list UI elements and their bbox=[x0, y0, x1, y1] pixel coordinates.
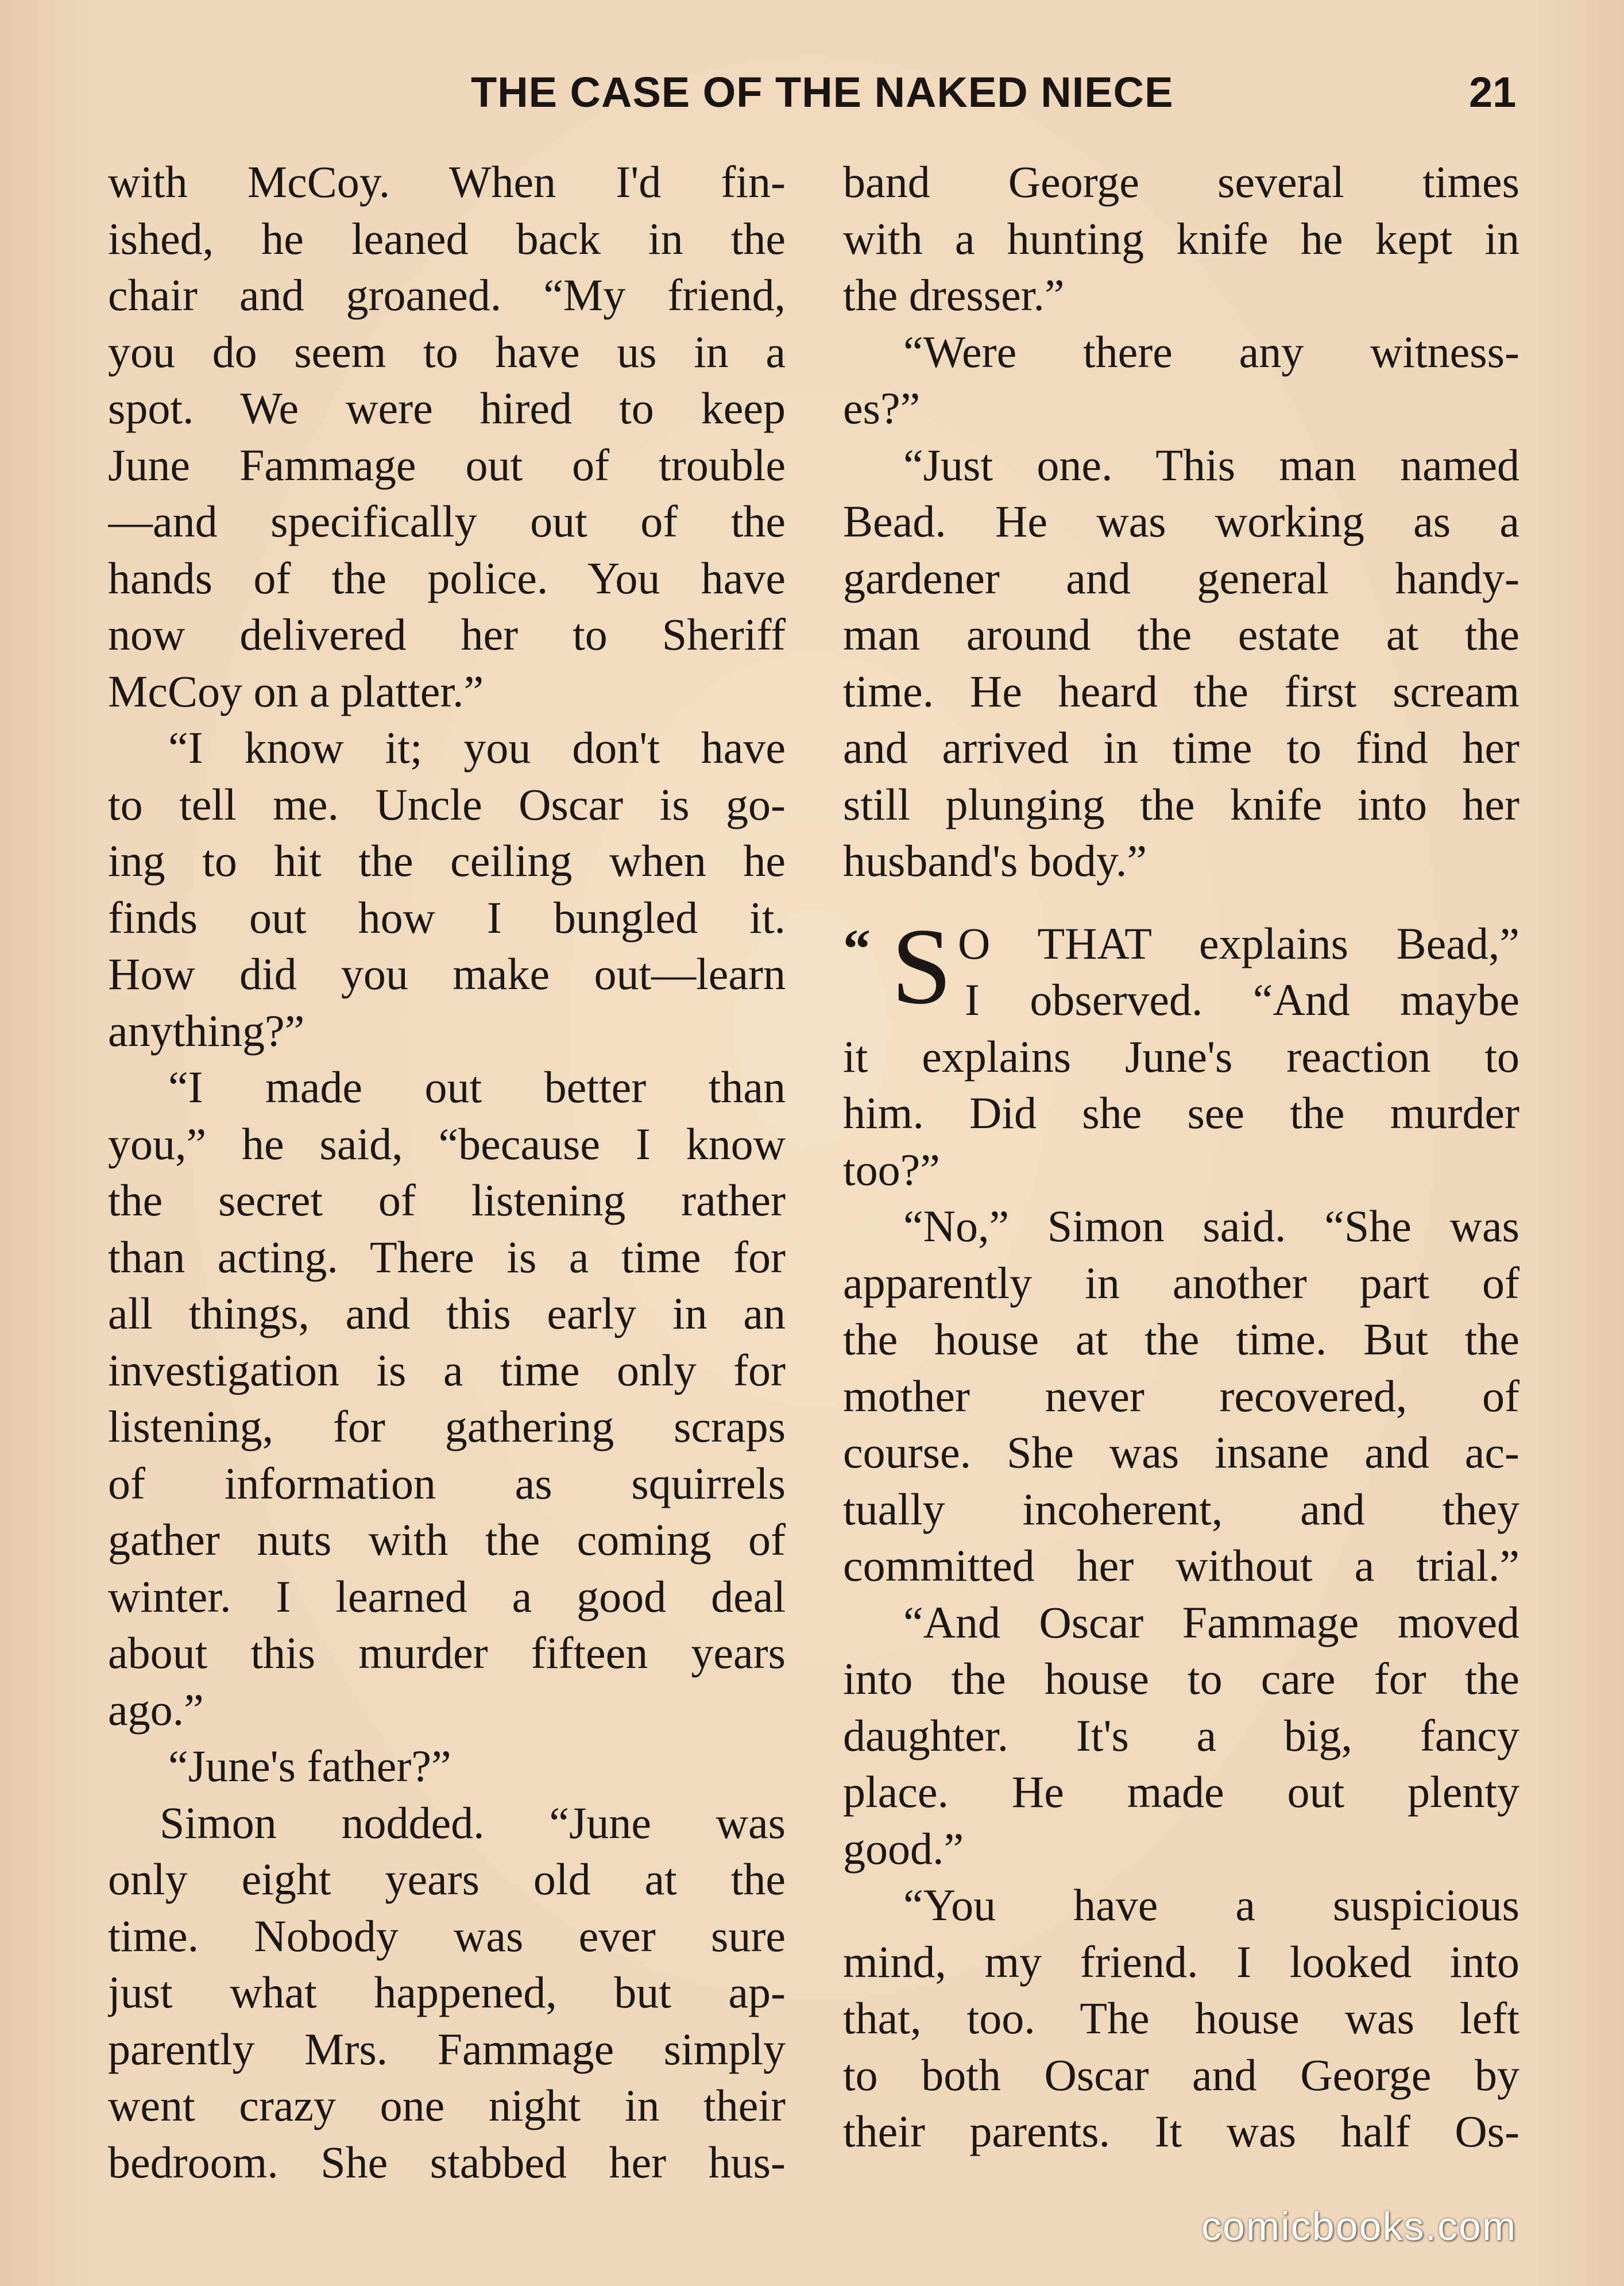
text-line: “I made out better than bbox=[168, 1062, 786, 1112]
text-line: now delivered her to Sheriff bbox=[108, 609, 786, 659]
text-line: chair and groaned. “My friend, bbox=[108, 270, 786, 320]
text-line: winter. I learned a good deal bbox=[108, 1571, 786, 1621]
text-line: their parents. It was half Os- bbox=[843, 2106, 1519, 2156]
text-line: “Were there any witness- bbox=[903, 326, 1519, 377]
text-line: finds out how I bungled it. bbox=[108, 892, 786, 943]
text-line: “I know it; you don't have bbox=[168, 723, 786, 773]
text-line: ago.” bbox=[108, 1684, 204, 1735]
text-line: gather nuts with the coming of bbox=[108, 1515, 786, 1565]
text-line: with a hunting knife he kept in bbox=[843, 213, 1519, 264]
text-line: just what happened, but ap- bbox=[108, 1967, 786, 2017]
text-line: spot. We were hired to keep bbox=[108, 383, 786, 433]
text-line: course. She was insane and ac- bbox=[843, 1427, 1519, 1477]
text-line: you do seem to have us in a bbox=[108, 326, 786, 377]
text-line: than acting. There is a time for bbox=[108, 1231, 786, 1282]
running-head: THE CASE OF THE NAKED NIECE bbox=[471, 68, 1174, 116]
text-line: and arrived in time to find her bbox=[843, 723, 1519, 773]
text-line: hands of the police. You have bbox=[108, 553, 786, 603]
text-line: all things, and this early in an bbox=[108, 1288, 786, 1338]
text-line: “No,” Simon said. “She was bbox=[903, 1201, 1519, 1251]
text-line: about this murder fifteen years bbox=[108, 1628, 786, 1678]
text-line: McCoy on a platter.” bbox=[108, 666, 484, 716]
text-line: tually incoherent, and they bbox=[843, 1484, 1519, 1534]
text-line: “Just one. This man named bbox=[903, 439, 1519, 490]
text-line: “June's father?” bbox=[168, 1741, 451, 1791]
text-line: with McCoy. When I'd fin- bbox=[108, 157, 786, 207]
text-line: investigation is a time only for bbox=[108, 1345, 786, 1395]
left-text-column bbox=[108, 154, 786, 2191]
text-line: place. He made out plenty bbox=[843, 1767, 1519, 1817]
text-line: June Fammage out of trouble bbox=[108, 439, 786, 490]
text-line: “And Oscar Fammage moved bbox=[903, 1597, 1519, 1647]
text-line: to both Oscar and George by bbox=[843, 2049, 1519, 2100]
text-line: good.” bbox=[843, 1823, 964, 1874]
text-line: committed her without a trial.” bbox=[843, 1540, 1519, 1590]
text-line: the house at the time. But the bbox=[843, 1314, 1519, 1364]
text-line: mind, my friend. I looked into bbox=[843, 1936, 1519, 1987]
text-line: daughter. It's a big, fancy bbox=[843, 1710, 1519, 1760]
text-line: the dresser.” bbox=[843, 270, 1065, 320]
text-line: the secret of listening rather bbox=[108, 1175, 786, 1225]
text-line: ing to hit the ceiling when he bbox=[108, 836, 786, 886]
right-text-column bbox=[843, 154, 1519, 2160]
text-line: husband's body.” bbox=[843, 836, 1147, 886]
text-line: es?” bbox=[843, 383, 921, 433]
text-line: went crazy one night in their bbox=[108, 2080, 786, 2130]
text-line: band George several times bbox=[843, 157, 1519, 207]
text-line: gardener and general handy- bbox=[843, 553, 1519, 603]
text-line: ished, he leaned back in the bbox=[108, 213, 786, 264]
page-number: 21 bbox=[1469, 68, 1517, 116]
text-line: anything?” bbox=[108, 1005, 305, 1056]
text-line: How did you make out—learn bbox=[108, 949, 786, 999]
text-line: time. He heard the first scream bbox=[843, 666, 1519, 716]
text-line: it explains June's reaction to bbox=[843, 1031, 1519, 1082]
text-line: —and specifically out of the bbox=[108, 496, 786, 546]
text-line: parently Mrs. Fammage simply bbox=[108, 2024, 786, 2074]
text-line: to tell me. Uncle Oscar is go- bbox=[108, 779, 786, 829]
text-line: apparently in another part of bbox=[843, 1257, 1519, 1308]
drop-cap-quote: “ bbox=[843, 917, 871, 979]
text-line: bedroom. She stabbed her hus- bbox=[108, 2137, 786, 2187]
text-line: I observed. “And maybe bbox=[965, 975, 1519, 1025]
text-line: Simon nodded. “June was bbox=[160, 1797, 786, 1848]
drop-cap-letter: S bbox=[891, 906, 952, 1027]
text-line: into the house to care for the bbox=[843, 1654, 1519, 1704]
text-line: listening, for gathering scraps bbox=[108, 1401, 786, 1451]
text-line: time. Nobody was ever sure bbox=[108, 1910, 786, 1961]
text-line: mother never recovered, of bbox=[843, 1370, 1519, 1421]
text-line: “You have a suspicious bbox=[903, 1880, 1519, 1930]
text-line: still plunging the knife into her bbox=[843, 779, 1519, 829]
text-line: Bead. He was working as a bbox=[843, 496, 1519, 546]
text-line: that, too. The house was left bbox=[843, 1993, 1519, 2043]
text-line: too?” bbox=[843, 1144, 940, 1195]
text-line: only eight years old at the bbox=[108, 1854, 786, 1904]
text-line: O THAT explains Bead,” bbox=[958, 918, 1519, 968]
text-line: you,” he said, “because I know bbox=[108, 1118, 786, 1169]
text-line: man around the estate at the bbox=[843, 609, 1519, 659]
text-line: him. Did she see the murder bbox=[843, 1088, 1519, 1138]
text-line: of information as squirrels bbox=[108, 1458, 786, 1508]
watermark: comicbooks.com bbox=[1201, 2204, 1517, 2249]
